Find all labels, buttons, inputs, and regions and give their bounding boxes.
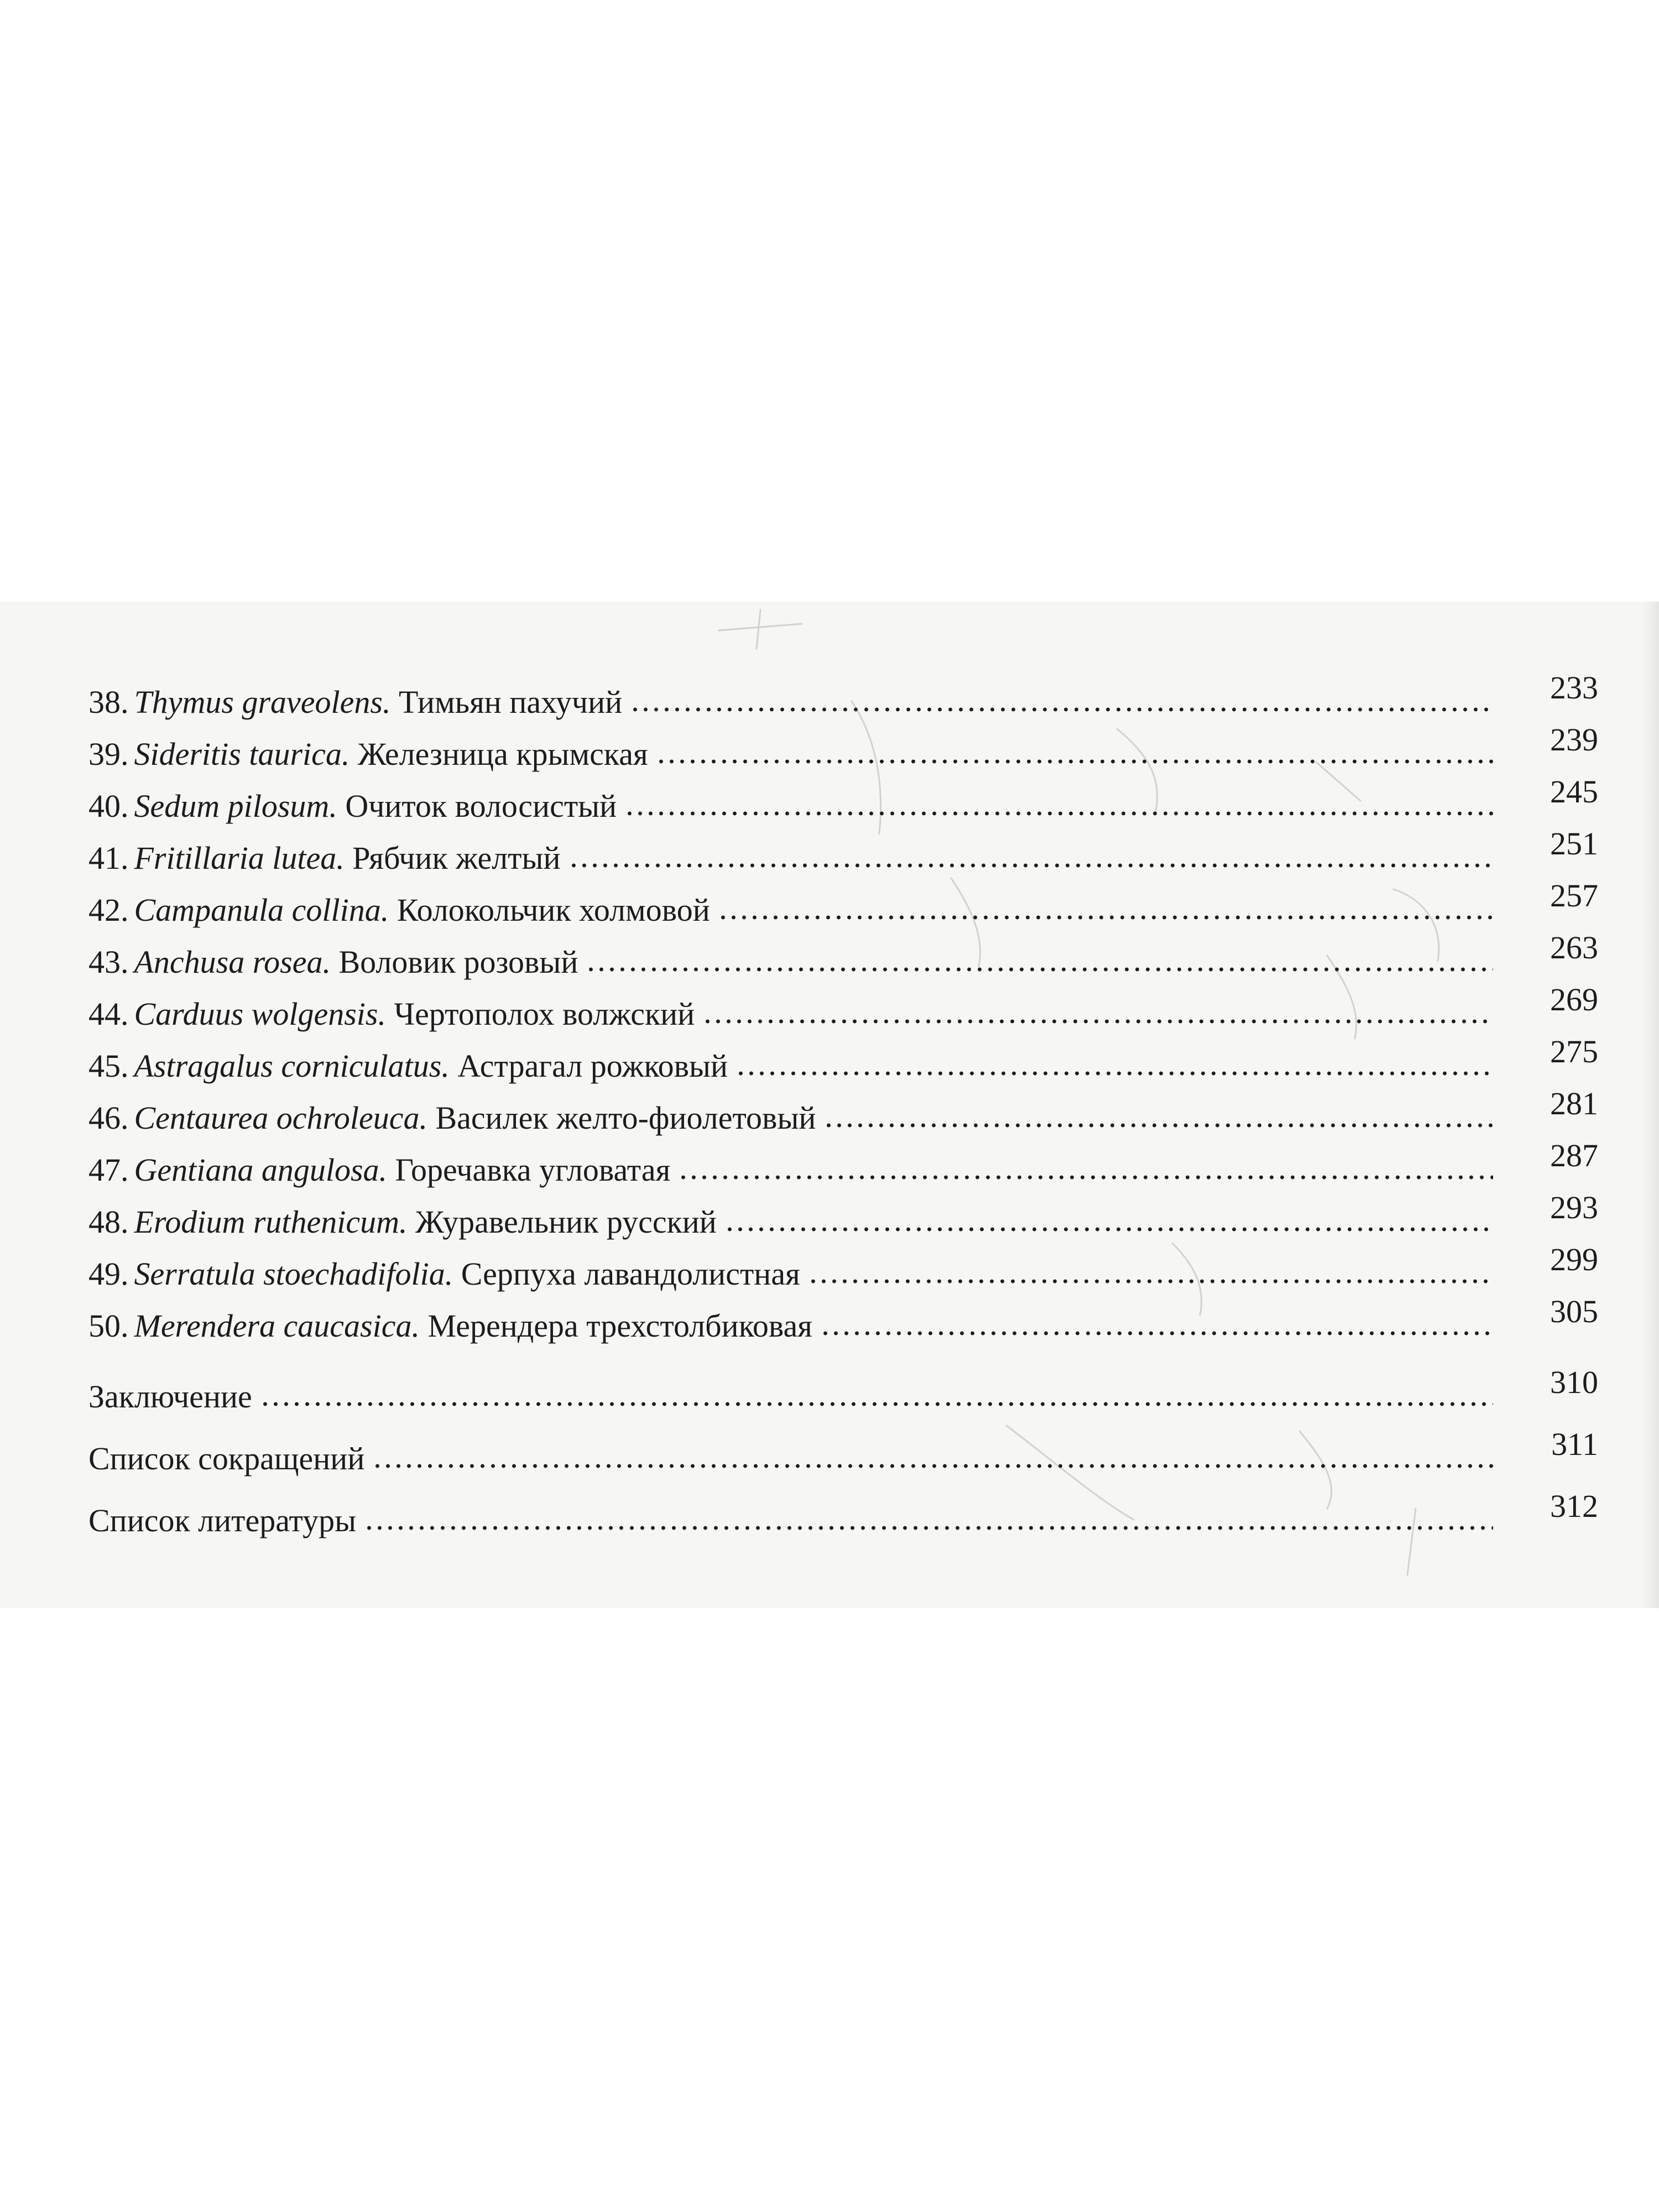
russian-name: Горечавка угловатая (395, 1152, 671, 1188)
entry-number: 43. (88, 944, 129, 980)
page-number: 263 (1550, 930, 1598, 966)
toc-entry-label (88, 738, 656, 770)
dot-leader (568, 862, 1494, 869)
entry-number: 39. (88, 736, 129, 772)
toc-entry-45 (88, 1030, 1598, 1082)
dot-leader (808, 1278, 1493, 1285)
toc-entry-label (88, 790, 624, 822)
latin-name: Serratula stoechadifolia. (134, 1256, 453, 1292)
entry-number: 46. (88, 1100, 129, 1136)
entry-number: 41. (88, 840, 129, 876)
toc-entry-label (88, 1102, 823, 1134)
toc-entry-44 (88, 978, 1598, 1030)
latin-name: Gentiana angulosa. (134, 1152, 388, 1188)
dot-leader (630, 706, 1493, 713)
entry-number: 47. (88, 1152, 129, 1188)
latin-name: Centaurea ochroleuca. (134, 1100, 427, 1136)
latin-name: Fritillaria lutea. (134, 840, 345, 876)
russian-name: Астрагал рожковый (457, 1048, 728, 1084)
page-number: 305 (1550, 1293, 1598, 1329)
entry-number: 38. (88, 684, 129, 720)
latin-name: Campanula collina. (134, 892, 389, 928)
toc-entry-label (88, 1206, 724, 1238)
toc-entry-label (88, 946, 586, 978)
dot-leader (260, 1401, 1493, 1407)
section-title: Список литературы (88, 1503, 357, 1538)
dot-leader (823, 1122, 1493, 1129)
entry-number: 45. (88, 1048, 129, 1084)
toc-section-conclusion (88, 1351, 1598, 1413)
dot-leader (820, 1330, 1493, 1337)
entry-number: 49. (88, 1256, 129, 1292)
russian-name: Чертополох волжский (394, 996, 695, 1032)
toc-section-abbreviations (88, 1413, 1598, 1475)
entry-number: 48. (88, 1204, 129, 1240)
toc-entry-label (88, 1050, 735, 1082)
toc-entry-label (88, 894, 718, 926)
toc-entry-50 (88, 1290, 1598, 1342)
toc-entry-42 (88, 874, 1598, 926)
dot-leader (372, 1463, 1493, 1469)
russian-name: Очиток волосистый (345, 788, 617, 824)
toc-entry-39 (88, 718, 1598, 770)
page-number: 239 (1550, 722, 1598, 758)
page-number: 311 (1551, 1426, 1598, 1462)
toc-entry-40 (88, 770, 1598, 822)
toc-entry-47 (88, 1134, 1598, 1186)
toc-entry-label (88, 842, 568, 874)
page-number: 310 (1550, 1364, 1598, 1400)
russian-name: Серпуха лавандолистная (461, 1256, 800, 1292)
russian-name: Тимьян пахучий (398, 684, 623, 720)
dot-leader (624, 810, 1493, 817)
toc-entry-label (88, 1310, 820, 1342)
page-number: 251 (1550, 826, 1598, 862)
toc-entry-38 (88, 666, 1598, 718)
latin-name: Carduus wolgensis. (134, 996, 386, 1032)
entry-number: 42. (88, 892, 129, 928)
latin-name: Thymus graveolens. (134, 684, 391, 720)
toc-entry-label (88, 686, 630, 718)
dot-leader (656, 758, 1493, 765)
toc-entry-49 (88, 1238, 1598, 1290)
russian-name: Воловик розовый (338, 944, 578, 980)
toc-entry-label (88, 998, 702, 1030)
page-number: 257 (1550, 878, 1598, 914)
toc-section-references (88, 1475, 1598, 1537)
latin-name: Astragalus corniculatus. (134, 1048, 450, 1084)
dot-leader (364, 1525, 1493, 1531)
russian-name: Колокольчик холмовой (397, 892, 710, 928)
entry-number: 44. (88, 996, 129, 1032)
toc-entry-label (88, 1258, 808, 1290)
section-title: Список сокращений (88, 1441, 365, 1477)
dot-leader (724, 1226, 1493, 1233)
latin-name: Sideritis taurica. (134, 736, 350, 772)
dot-leader (718, 914, 1493, 921)
dot-leader (735, 1070, 1493, 1077)
toc-entry-46 (88, 1082, 1598, 1134)
latin-name: Merendera caucasica. (134, 1308, 420, 1344)
latin-name: Erodium ruthenicum. (134, 1204, 408, 1240)
page-edge-shadow (1642, 602, 1659, 1608)
latin-name: Anchusa rosea. (134, 944, 331, 980)
russian-name: Рябчик желтый (352, 840, 561, 876)
entry-number: 50. (88, 1308, 129, 1344)
dot-leader (702, 1018, 1493, 1025)
toc-entry-48 (88, 1186, 1598, 1238)
russian-name: Железница крымская (357, 736, 648, 772)
table-of-contents (88, 666, 1598, 1537)
page-number: 269 (1550, 982, 1598, 1018)
toc-entry-41 (88, 822, 1598, 874)
page-number: 287 (1550, 1138, 1598, 1173)
toc-entry-43 (88, 926, 1598, 978)
toc-entry-label (88, 1154, 678, 1186)
dot-leader (678, 1174, 1493, 1181)
page-number: 233 (1550, 670, 1598, 706)
russian-name: Журавельник русский (415, 1204, 717, 1240)
page-number: 281 (1550, 1086, 1598, 1121)
section-title: Заключение (88, 1379, 252, 1415)
page-number: 312 (1550, 1488, 1598, 1524)
russian-name: Мерендера трехстолбиковая (427, 1308, 812, 1344)
dot-leader (586, 966, 1493, 973)
page-number: 245 (1550, 774, 1598, 810)
russian-name: Василек желто-фиолетовый (435, 1100, 816, 1136)
latin-name: Sedum pilosum. (134, 788, 337, 824)
page-number: 293 (1550, 1190, 1598, 1225)
page-number: 275 (1550, 1034, 1598, 1070)
page-number: 299 (1550, 1241, 1598, 1277)
entry-number: 40. (88, 788, 129, 824)
